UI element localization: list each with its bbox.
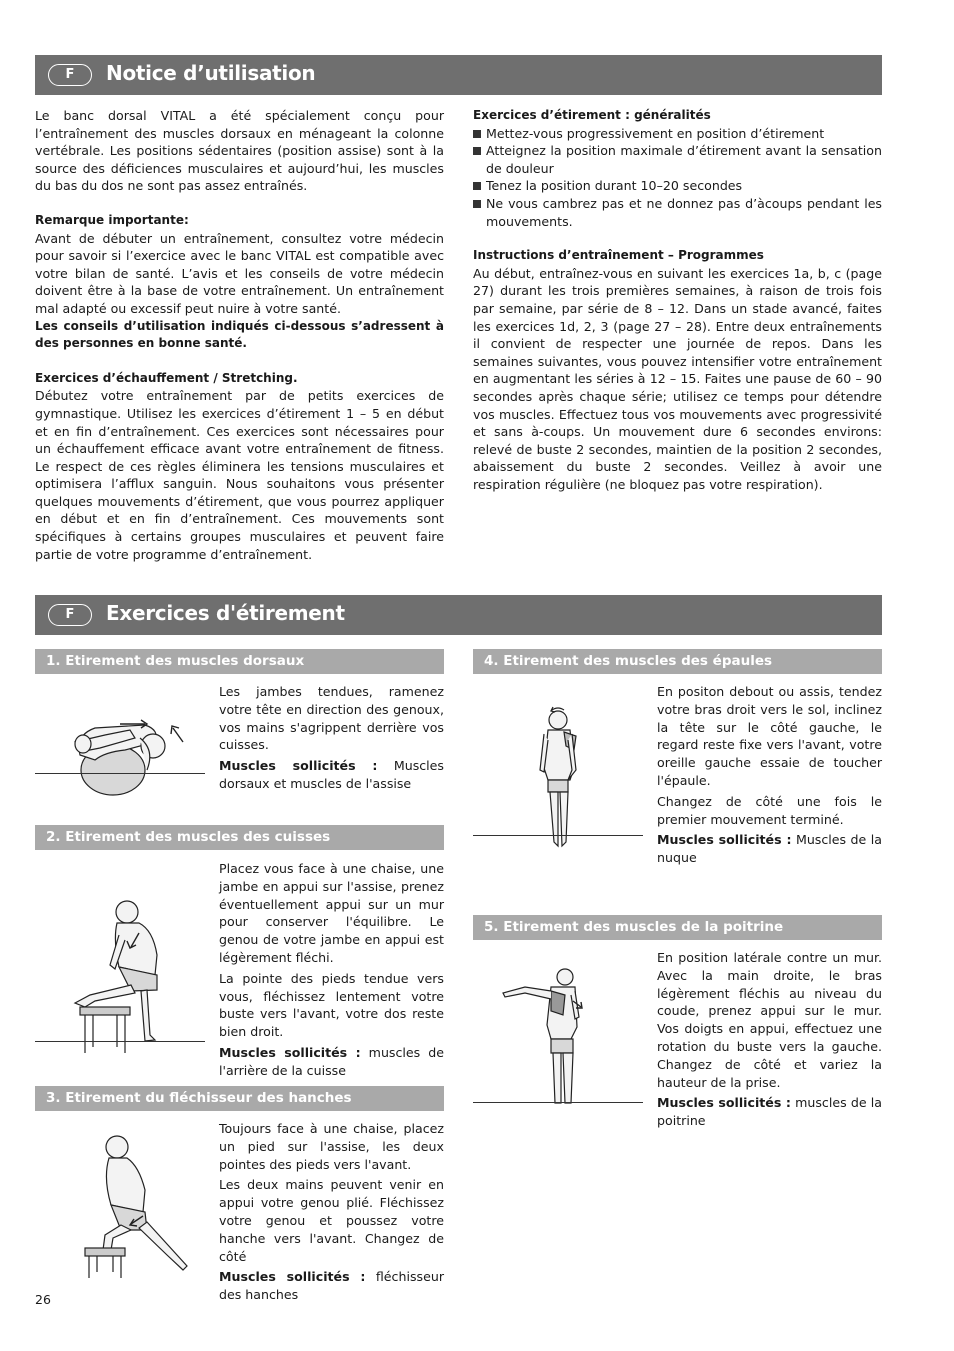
- ground-line: [35, 1041, 205, 1042]
- intro-column: [35, 107, 444, 563]
- square-bullet-icon: [473, 200, 481, 208]
- language-badge: F: [48, 604, 92, 626]
- bullet-item: Tenez la position durant 10–20 secondes: [473, 177, 882, 195]
- ground-line: [35, 773, 205, 774]
- chest-stretch-illustration: [495, 965, 595, 1110]
- exercise-5-text: [657, 949, 882, 1133]
- program-text: Au début, entraînez-vous en suivant les exercices 1a, b, c (page 27) durant les trois premières semaines, à raison de trois fois par semaine, par série de 8 – 12. Dans un stade avancé, faites les exercices 1d, 2, 3 (page 27 – 28). Entre deux entraînements il convient de respecter une journée de repos. Dans les semaines suivantes, vous pouvez intensifier votre entraînement en augmentant les séries à 12 – 15. Faites une pause de 60 – 90 secondes après chaque série; utilisez ce temps pour détendre vos muscles. Effectuez tous vos mouvements avec progressivité et sans à-coups. Un mouvement dure 6 secondes environs: relevé de buste 2 secondes, maintien de la position 2 secondes, abaissement du buste 2 secondes. Veillez à avoir une respiration régulière (ne bloquez pas votre respiration).: [473, 265, 882, 492]
- exercises-banner: [35, 595, 882, 635]
- warmup-title: Exercices d’échauffement / Stretching.: [35, 370, 298, 385]
- intro-paragraph: Le banc dorsal VITAL a été spécialement conçu pour l’entraînement des muscles dorsaux en ménageant la colonne vertébrale. Les positions sédentaires (position assise) sont à la source des déficiences musculaires et aujourd’hui, les muscles du bas du dos ne sont pas assez entraînés.: [35, 108, 444, 194]
- exercise-description: Placez vous face à une chaise, une jambe en appui sur l'assise, prenez éventuellement appui sur un mur pour conserver l'équilibre. Le genou de votre jambe en appui est légèrement fléchi.: [219, 861, 444, 965]
- ground-line: [473, 1102, 643, 1103]
- exercise-3-title: 3. Etirement du fléchisseur des hanches: [35, 1086, 444, 1111]
- remark-bold: Les conseils d’utilisation indiqués ci-dessous s’adressent à des personnes en bonne santé.: [35, 318, 444, 351]
- exercise-description: La pointe des pieds tendue vers vous, fléchissez lentement votre buste vers l'avant, votre dos reste bien droit.: [219, 970, 444, 1040]
- header-banner: [35, 55, 882, 95]
- exercise-2-text: [219, 860, 444, 1083]
- language-badge: F: [48, 64, 92, 86]
- exercise-2-title: 2. Etirement des muscles des cuisses: [35, 825, 444, 850]
- exercise-description: En positon debout ou assis, tendez votre bras droit vers le sol, inclinez la tête sur le côté gauche, le regard reste fixe vers l'avant, votre oreille gauche essaie de toucher l'épaule.: [657, 684, 882, 788]
- exercise-description: Toujours face à une chaise, placez un pied sur l'assise, les deux pointes des pieds vers l'avant.: [219, 1121, 444, 1172]
- remark-title: Remarque importante:: [35, 212, 189, 227]
- section-title: Exercices d'étirement: [106, 601, 345, 625]
- ground-line: [473, 835, 643, 836]
- exercise-1-text: [219, 683, 444, 796]
- exercise-description: Les jambes tendues, ramenez votre tête en direction des genoux, vos mains s'agrippent derrière vos cuisses.: [219, 684, 444, 753]
- page-number: 26: [35, 1292, 51, 1307]
- back-stretch-illustration: [35, 680, 215, 800]
- exercise-description: En position latérale contre un mur. Avec la main droite, le bras légèrement fléchis au niveau du coude, prenez appui sur le mur. Vos doigts en appui, effectuez une rotation du buste vers la gauche. Changez de côté et variez la hauteur de la prise.: [657, 950, 882, 1090]
- hip-flexor-stretch-illustration: [35, 1130, 215, 1285]
- general-column: [473, 107, 882, 493]
- warmup-text: Débutez votre entraînement par de petits exercices de gymnastique. Utilisez les exercices d’étirement 1 – 5 en début et en fin d’entraînement. Ces exercices sont nécessaires pour un échauffement efficace avant votre entraînement de fitness. Le respect de ces règles éliminera les tensions musculaires et optimisera l’afflux sanguin. Nous souhaitons vous présenter quelques mouvements d’étirement, que vous pourrez appliquer en début et en fin d’entraînement. Ces mouvements sont spécifiques à certains groupes musculaires et peuvent faire partie de votre programme d’entraînement.: [35, 388, 444, 562]
- shoulder-stretch-illustration: [520, 700, 600, 855]
- bullet-item: Ne vous cambrez pas et ne donnez pas d’àcoups pendant les mouvements.: [473, 195, 882, 230]
- muscles-line: Muscles sollicités : muscles de l'arrière de la cuisse: [219, 1044, 445, 1078]
- exercise-3-text: [219, 1120, 444, 1307]
- exercise-description: Changez de côté une fois le premier mouvement terminé.: [657, 793, 882, 827]
- square-bullet-icon: [473, 130, 481, 138]
- remark-text: Avant de débuter un entraînement, consultez votre médecin pour savoir si l’exercice avec le banc VITAL est compatible avec votre bilan de santé. L’avis et les conseils de votre médecin doivent être à la base de votre entraînement. Un entraînement mal adapté ou excessif peut nuire à votre santé.: [35, 230, 444, 316]
- square-bullet-icon: [473, 147, 481, 155]
- muscles-line: Muscles sollicités : Muscles de la nuque: [657, 832, 882, 866]
- bullet-item: Atteignez la position maximale d’étirement avant la sensation de douleur: [473, 142, 882, 177]
- muscles-line: Muscles sollicités : fléchisseur des hanches: [219, 1269, 444, 1303]
- bullet-item: Mettez-vous progressivement en position d’étirement: [473, 125, 882, 143]
- exercise-description: Les deux mains peuvent venir en appui votre genou plié. Fléchissez votre genou et poussez votre hanche vers l'avant. Changez de côté: [219, 1177, 444, 1264]
- muscles-line: Muscles sollicités : muscles de la poitrine: [657, 1095, 883, 1129]
- muscles-line: Muscles sollicités : Muscles dorsaux et muscles de l'assise: [219, 758, 444, 791]
- program-title: Instructions d’entraînement – Programmes: [473, 248, 764, 263]
- exercise-5-title: 5. Etirement des muscles de la poitrine: [473, 915, 882, 940]
- square-bullet-icon: [473, 182, 481, 190]
- exercise-4-title: 4. Etirement des muscles des épaules: [473, 649, 882, 674]
- exercise-1-title: 1. Etirement des muscles dorsaux: [35, 649, 444, 674]
- general-title: Exercices d’étirement : généralités: [473, 108, 711, 122]
- thigh-stretch-illustration: [35, 895, 215, 1060]
- exercise-4-text: [657, 683, 882, 870]
- page-title: Notice d’utilisation: [106, 61, 316, 85]
